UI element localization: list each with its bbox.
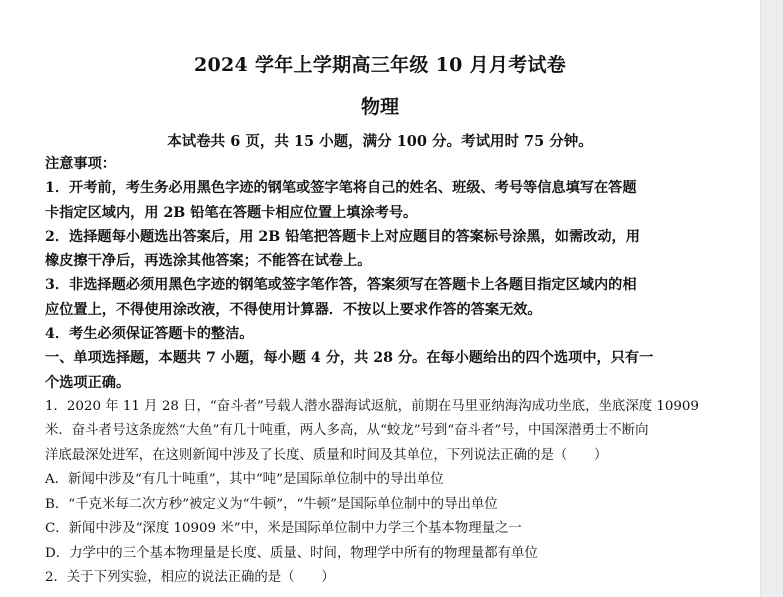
notes-line: 3．非选择题必须用黑色字迹的钢笔或签字笔作答，答案须写在答题卡上各题目指定区域内的相 <box>45 277 637 294</box>
option-d: D．力学中的三个基本物理量是长度、质量、时间，物理学中所有的物理量都有单位 <box>45 545 538 561</box>
section-heading: 个选项正确。 <box>45 374 131 391</box>
notes-line: 卡指定区域内，用 2B 铅笔在答题卡相应位置上填涂考号。 <box>45 204 418 221</box>
subject-title: 物理 <box>360 96 399 118</box>
viewer-scroll-gutter[interactable] <box>760 0 783 597</box>
notes-line: 1．开考前，考生务必用黑色字迹的钢笔或签字笔将自己的姓名、班级、考号等信息填写在答题 <box>45 180 637 197</box>
exam-title: 2024 学年上学期高三年级 10 月月考试卷 <box>193 54 567 76</box>
notes-heading: 注意事项： <box>45 156 116 172</box>
question-stem: 洋底最深处进军，在这则新闻中涉及了长度、质量和时间及其单位，下列说法正确的是（ ） <box>45 447 608 463</box>
question-stem: 2．关于下列实验，相应的说法正确的是（ ） <box>45 570 335 586</box>
option-c: C．新闻中涉及“深度 10909 米”中，米是国际单位制中力学三个基本物理量之一 <box>45 521 522 537</box>
exam-body <box>45 152 715 591</box>
section-heading: 一、单项选择题，本题共 7 小题，每小题 4 分，共 28 分。在每小题给出的四个选项中，只有一 <box>45 350 654 367</box>
exam-intro: 本试卷共 6 页，共 15 小题，满分 100 分。考试用时 75 分钟。 <box>167 133 593 150</box>
question-stem: 米．奋斗者号这条庞然“大鱼”有几十吨重，两人多高，从“蛟龙”号到“奋斗者”号，中国深潜勇士不断向 <box>45 423 649 439</box>
notes-line: 橡皮擦干净后，再选涂其他答案；不能答在试卷上。 <box>45 253 372 270</box>
option-b: B．“千克米每二次方秒”被定义为“牛顿”，“牛顿”是国际单位制中的导出单位 <box>45 496 498 512</box>
notes-line: 4．考生必须保证答题卡的整洁。 <box>45 326 254 343</box>
option-a: A．新闻中涉及“有几十吨重”，其中“吨”是国际单位制中的导出单位 <box>45 472 444 488</box>
notes-line: 2．选择题每小题选出答案后，用 2B 铅笔把答题卡上对应题目的答案标号涂黑，如需改动，用 <box>45 228 640 245</box>
notes-line: 应位置上，不得使用涂改液，不得使用计算器．不按以上要求作答的答案无效。 <box>45 301 542 318</box>
question-stem: 1．2020 年 11 月 28 日，“奋斗者”号载人潜水器海试返航，前期在马里亚纳海沟成功坐底，坐底深度 10909 <box>45 398 699 414</box>
